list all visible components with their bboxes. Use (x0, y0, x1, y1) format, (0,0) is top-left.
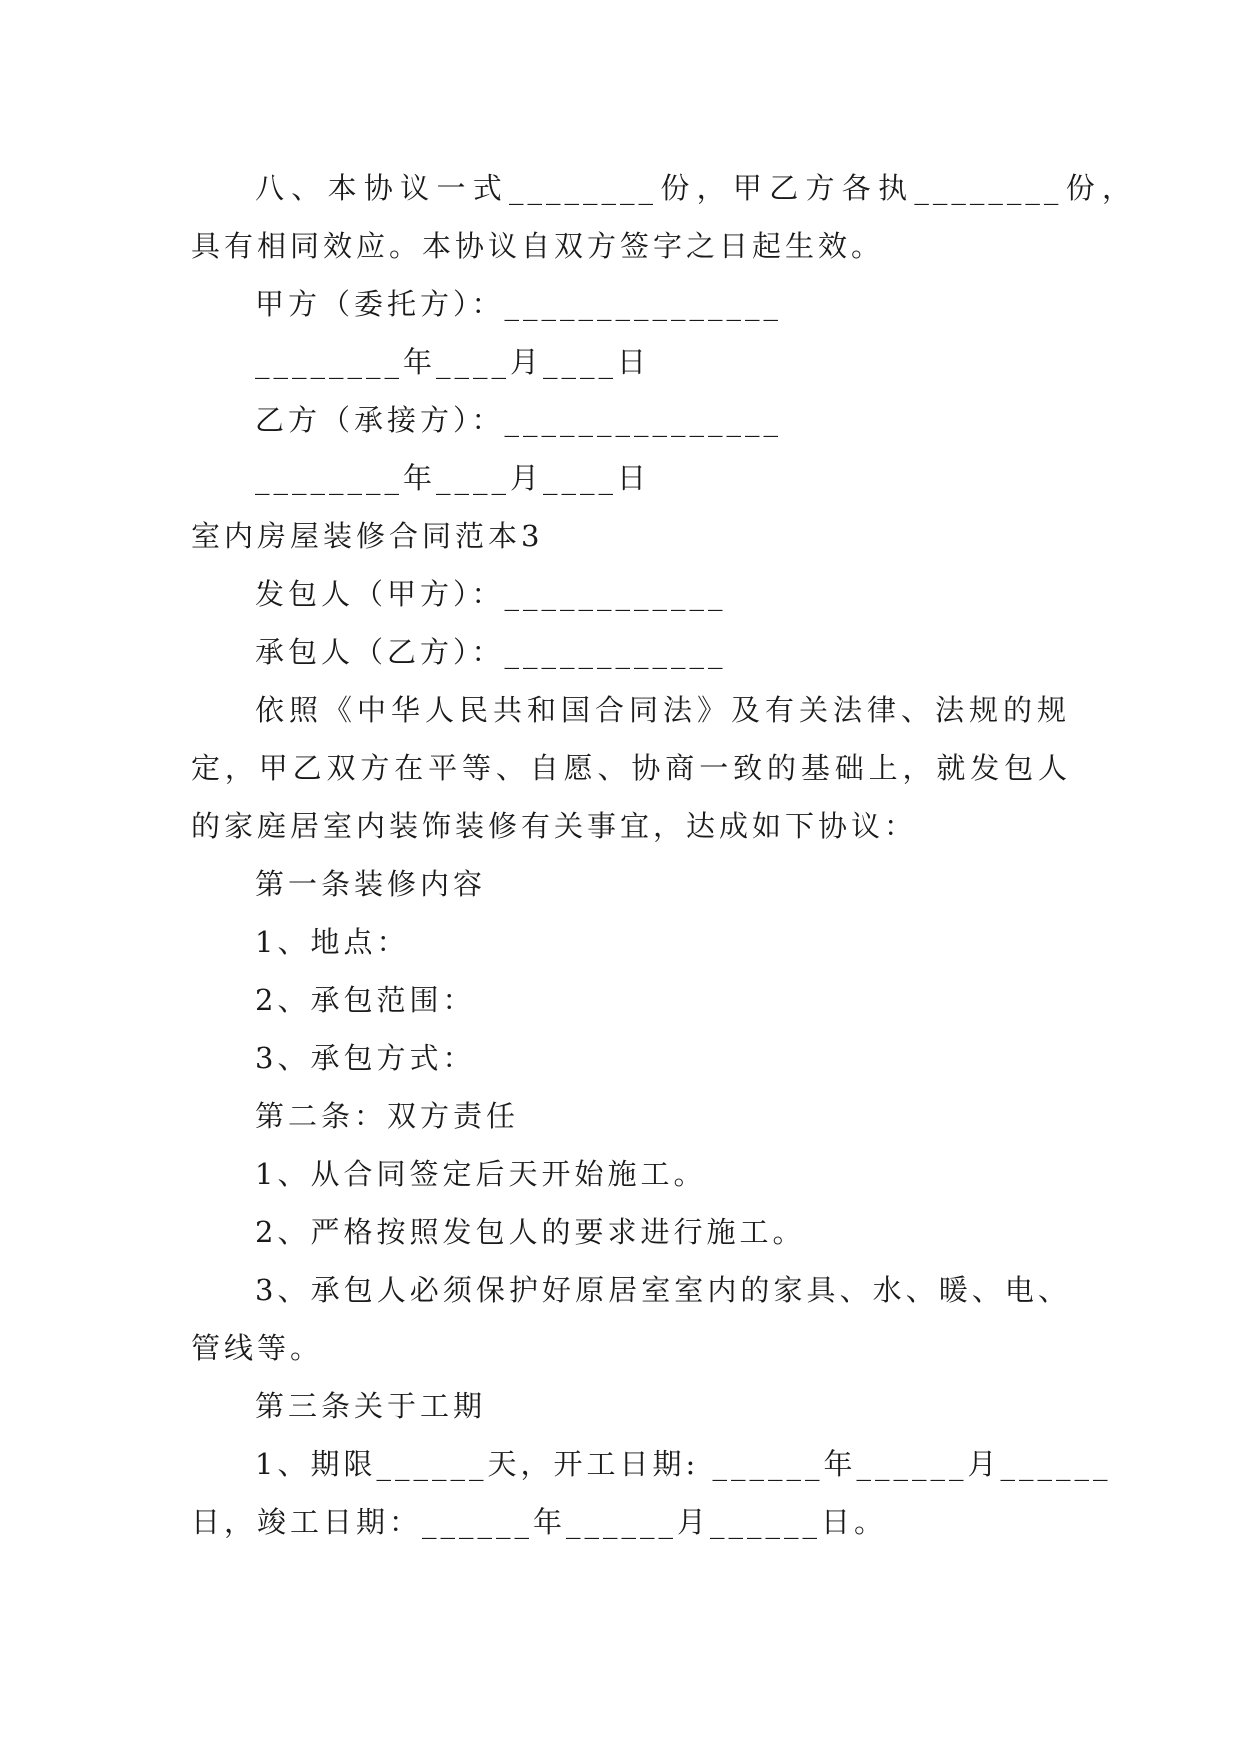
article-2-item-2: 2、严格按照发包人的要求进行施工。 (255, 1215, 806, 1249)
article-1-heading: 第一条装修内容 (255, 867, 487, 901)
article-2-item-3: 3、承包人必须保护好原居室室内的家具、水、暖、电、 (255, 1273, 1071, 1307)
preamble-line-3: 的家庭居室内装饰装修有关事宜，达成如下协议： (191, 809, 918, 843)
article-3-heading: 第三条关于工期 (255, 1389, 487, 1423)
article-2-item-3-cont: 管线等。 (191, 1331, 324, 1365)
contractor-line: 承包人（乙方）：____________ (255, 635, 727, 669)
article-1-item-1: 1、地点： (255, 925, 410, 959)
preamble-line-1: 依照《中华人民共和国合同法》及有关法律、法规的规 (255, 693, 1070, 727)
preamble-line-2: 定，甲乙双方在平等、自愿、协商一致的基础上，就发包人 (191, 751, 1071, 785)
party-a-signature-line: 甲方（委托方）：_______________ (255, 287, 783, 321)
employer-line: 发包人（甲方）：____________ (255, 577, 727, 611)
article-3-item-1: 1、期限______天，开工日期: ______年______月______ (255, 1447, 1112, 1481)
article-1-item-2: 2、承包范围： (255, 983, 476, 1017)
clause-8-effect-line: 具有相同效应。本协议自双方签字之日起生效。 (191, 229, 885, 263)
article-3-item-1-cont: 日，竣工日期：______年______月______日。 (191, 1505, 888, 1539)
article-2-item-1: 1、从合同签定后天开始施工。 (255, 1157, 707, 1191)
article-1-item-3: 3、承包方式： (255, 1041, 476, 1075)
party-a-date-line: ________年____月____日 (255, 345, 651, 379)
section-title: 室内房屋装修合同范本3 (191, 519, 544, 553)
article-2-heading: 第二条：双方责任 (255, 1099, 520, 1133)
clause-8-copies-line: 八、本协议一式________份，甲乙方各执________份， (255, 171, 1135, 205)
party-b-date-line: ________年____月____日 (255, 461, 651, 495)
party-b-signature-line: 乙方（承接方）：_______________ (255, 403, 783, 437)
